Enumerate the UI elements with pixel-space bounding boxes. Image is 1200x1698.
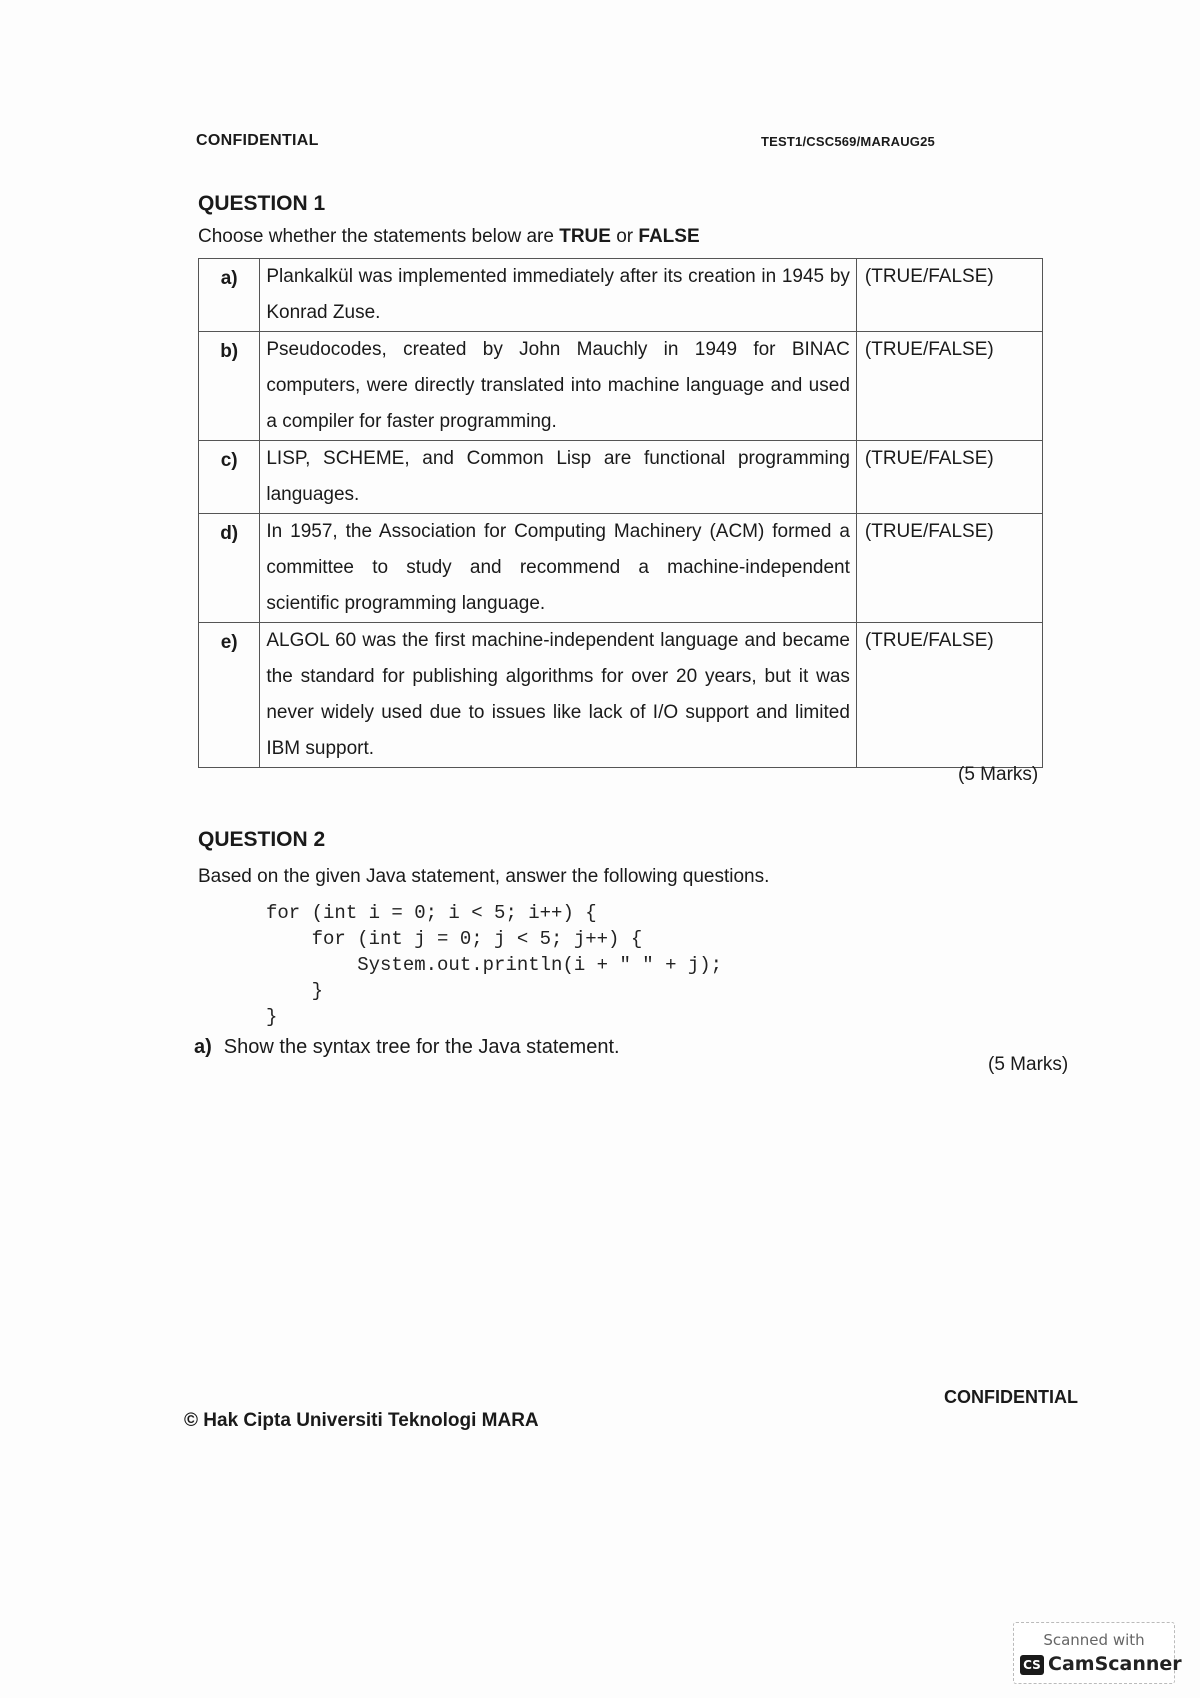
watermark-brand: CamScanner [1048,1653,1182,1675]
item-label: b) [199,332,260,441]
table-row [199,623,1043,768]
item-answer-option: (TRUE/FALSE) [856,332,1042,441]
camscanner-logo-icon: CS [1020,1655,1044,1675]
table-row [199,332,1043,441]
instruction-or: or [610,226,639,247]
question1-instruction [198,226,700,248]
item-statement: ALGOL 60 was the first machine-independent language and became the standard for publishing algorithms for over 20 years, but it was never widely used due to issues like lack of I/O support and limited IBM support. [260,623,857,768]
table-row [199,441,1043,514]
footer-confidential: CONFIDENTIAL [944,1387,1078,1407]
item-label: d) [199,514,260,623]
item-answer-option: (TRUE/FALSE) [856,259,1042,332]
question2-marks: (5 Marks) [988,1054,1069,1075]
header-paper-code: TEST1/CSC569/MARAUG25 [761,134,935,149]
item-statement: Pseudocodes, created by John Mauchly in 1949 for BINAC computers, were directly translated into machine language and used a compiler for faster programming. [260,332,857,441]
item-statement: LISP, SCHEME, and Common Lisp are functional programming languages. [260,441,857,514]
instruction-true: TRUE [559,226,611,247]
item-answer-option: (TRUE/FALSE) [856,623,1042,768]
instruction-text: Choose whether the statements below are [198,226,560,247]
instruction-false: FALSE [638,226,700,247]
true-false-table [198,258,1043,768]
item-label: c) [199,441,260,514]
item-statement: Plankalkül was implemented immediately after its creation in 1945 by Konrad Zuse. [260,259,857,332]
item-statement: In 1957, the Association for Computing Machinery (ACM) formed a committee to study and recommend a machine-independent scientific programming language. [260,514,857,623]
item-label: e) [199,623,260,768]
item-label: a) [199,259,260,332]
question2-instruction: Based on the given Java statement, answer the following questions. [198,866,770,887]
watermark-caption: Scanned with [1043,1631,1145,1649]
part-a-label: a) [194,1036,212,1058]
part-a-text: Show the syntax tree for the Java statement. [223,1036,620,1058]
question1-marks: (5 Marks) [958,764,1039,785]
question2-part-a [194,1036,620,1059]
java-code-block: for (int i = 0; i < 5; i++) { for (int j = 0; j < 5; j++) { System.out.println(i + " " + j); } } [266,902,723,1028]
question2-title: QUESTION 2 [198,828,326,851]
footer-copyright: © Hak Cipta Universiti Teknologi MARA [184,1410,539,1431]
header-confidential: CONFIDENTIAL [196,132,319,149]
item-answer-option: (TRUE/FALSE) [856,441,1042,514]
camscanner-watermark [1013,1622,1182,1684]
table-row [199,259,1043,332]
item-answer-option: (TRUE/FALSE) [856,514,1042,623]
question1-title: QUESTION 1 [198,192,326,215]
table-row [199,514,1043,623]
